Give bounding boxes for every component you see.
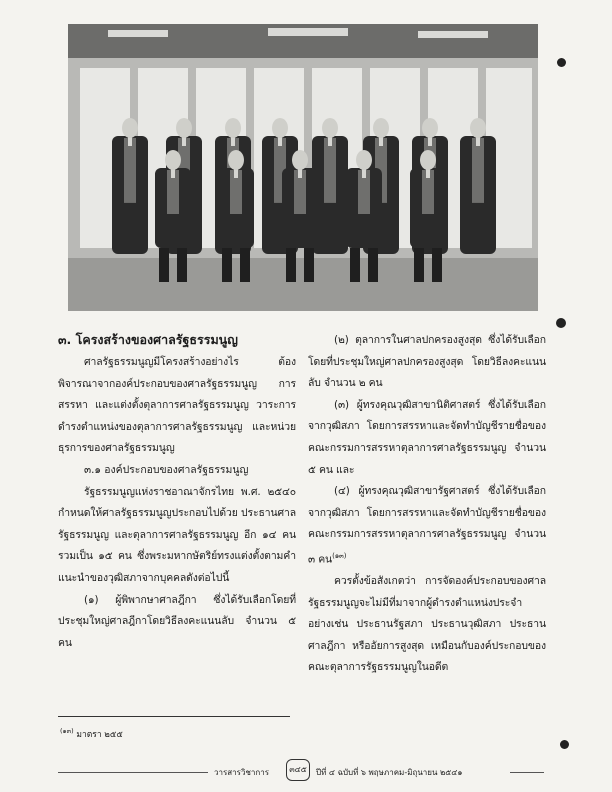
item-1: (๑) ผู้พิพากษาศาลฎีกา ซึ่งได้รับเลือกโดยที่ประชุมใหญ่ศาลฎีกาโดยวิธีลงคะแนนลับ จำนวน ๕ คน xyxy=(58,593,296,649)
footnote xyxy=(60,726,123,741)
footnote-reference: (๑๓) xyxy=(332,551,347,560)
footnote-mark: (๑๓) xyxy=(60,727,74,735)
punch-hole-mark xyxy=(560,740,569,749)
observation-paragraph: ควรตั้งข้อสังเกตว่า การจัดองค์ประกอบของศาลรัฐธรรมนูญจะไม่มีที่มาจากผู้ดำรงตำแหน่งประจำ อย่างเช่น ประธานรัฐสภา ประธานวุฒิสภา ประธานศาลฎีกา หรืออัยการสูงสุด เหมือนกับองค์ประกอบของคณะตุลาการรัฐธรรมนูญในอดีต xyxy=(308,575,546,674)
item-4 xyxy=(308,481,546,571)
judge-figure xyxy=(460,118,496,254)
photo-illustration xyxy=(68,24,538,311)
issue-info: ปีที่ ๔ ฉบับที่ ๖ พฤษภาคม-มิถุนายน ๒๕๔๑ xyxy=(316,768,463,777)
intro-paragraph: ศาลรัฐธรรมนูญมีโครงสร้างอย่างไร ต้องพิจารณาจากองค์ประกอบของศาลรัฐธรรมนูญ การสรรหา และแต่งตั้งตุลาการศาลรัฐธรรมนูญ วาระการดำรงตำแหน่งของตุลาการศาลรัฐธรรมนูญ และหน่วยธุรการของศาลรัฐธรรมนูญ xyxy=(58,356,296,455)
composition-paragraph: รัฐธรรมนูญแห่งราชอาณาจักรไทย พ.ศ. ๒๕๔๐ กำหนดให้ศาลรัฐธรรมนูญประกอบไปด้วย ประธานศาลรัฐธรรมนูญ และตุลาการศาลรัฐธรรมนูญ อีก ๑๔ คน รวมเป็น ๑๕ คน ซึ่งพระมหากษัตริย์ทรงแต่งตั้งตามคำแนะนำของวุฒิสภาจากบุคคลดังต่อไปนี้ xyxy=(58,485,296,584)
footnote-rule xyxy=(58,716,290,717)
page-footer xyxy=(0,762,612,780)
item-4-text: (๔) ผู้ทรงคุณวุฒิสาขารัฐศาสตร์ ซึ่งได้รับเลือกจากวุฒิสภา โดยการสรรหาและจัดทำบัญชีรายชื่อของคณะกรรมการสรรหาตุลาการศาลรัฐธรรมนูญ จำนวน ๓ คน xyxy=(308,485,546,566)
left-column xyxy=(58,330,296,654)
judges-group-photo xyxy=(68,24,538,311)
punch-hole-mark xyxy=(557,58,566,67)
section-heading: ๓. โครงสร้างของศาลรัฐธรรมนูญ xyxy=(58,332,238,347)
ceiling-light xyxy=(268,28,348,36)
journal-name: วารสารวิชาการ xyxy=(214,768,269,777)
floor xyxy=(68,258,538,311)
punch-hole-mark xyxy=(556,318,566,328)
item-3: (๓) ผู้ทรงคุณวุฒิสาขานิติศาสตร์ ซึ่งได้รับเลือกจากวุฒิสภา โดยการสรรหาและจัดทำบัญชีรายชื่อของคณะกรรมการสรรหาตุลาการศาลรัฐธรรมนูญ จำนวน ๕ คน และ xyxy=(308,398,546,476)
ceiling-light xyxy=(108,30,168,37)
judge-figure xyxy=(112,118,148,254)
item-2: (๒) ตุลาการในศาลปกครองสูงสุด ซึ่งได้รับเลือกโดยที่ประชุมใหญ่ศาลปกครองสูงสุด โดยวิธีลงคะแนนลับ จำนวน ๒ คน xyxy=(308,334,546,390)
page-number: ๓๔๕ xyxy=(286,759,310,781)
ceiling-light xyxy=(418,31,488,38)
subsection-heading: ๓.๑ องค์ประกอบของศาลรัฐธรรมนูญ xyxy=(84,463,249,476)
footer-rule-left xyxy=(58,772,208,773)
footer-rule-right xyxy=(510,772,544,773)
footnote-text: มาตรา ๒๕๕ xyxy=(76,729,123,740)
right-column xyxy=(308,330,546,679)
